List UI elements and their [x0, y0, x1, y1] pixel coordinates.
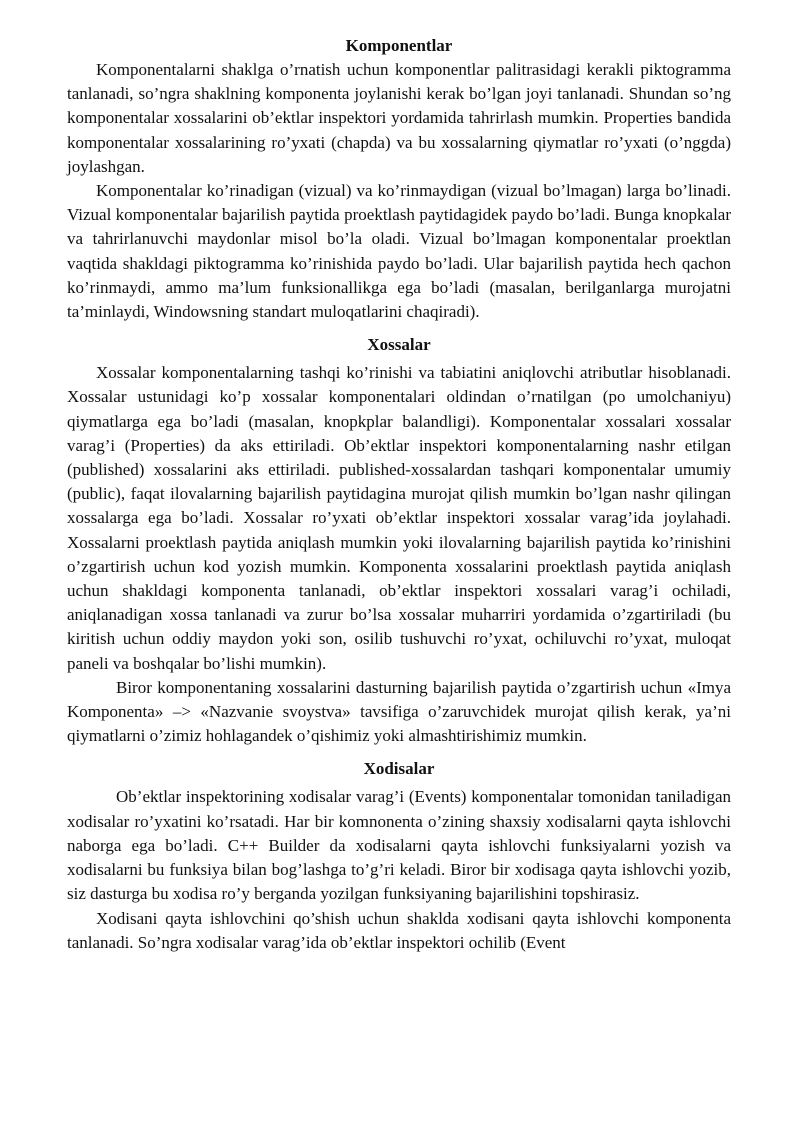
paragraph: Xossalar komponentalarning tashqi ko’rinishi va tabiatini aniqlovchi atributlar hisoblanadi. Xossalar ustunidagi ko’p xossalar komponentalari oldindan o’rnatilgan (po umolchaniyu) qiymatlarga ega bo’ladi (masalan, knopkplar balandligi). Komponentalar xossalari xossalar varag’i (Properties) da aks ettiriladi. Ob’ektlar inspektori komponentalarning nashr etilgan (published) xossalarini aks ettiriladi. published-xossalardan tashqari komponentalar umumiy (public), faqat ilovalarning bajarilish paytidagina murojat qilish mumkin bo’lgan nashr qilingan xossalarga ega bo’ladi. Xossalar ro’yxati ob’ektlar inspektori xossalar varag’ida joylahadi. Xossalarni proektlash paytida aniqlash mumkin yoki ilovalarning bajarilish paytida ko’rinishini o’zgartirish uchun kod yozish mumkin. Komponenta xossalarini proektlash paytida aniqlash uchun shakldagi komponenta tanlanadi, ob’ektlar inspektori xossalari varag’i ochiladi, aniqlanadigan xossa tanlanadi va zurur bo’lsa xossalar muharriri yordamida o’zgartiriladi (bu kiritish uchun oddiy maydon yoki son, osilib tushuvchi ro’yxat, ochiluvchi ro’yxat, muloqat paneli va boshqalar bo’lishi mumkin). — [67, 363, 731, 673]
section-heading-xossalar: Xossalar — [367, 335, 431, 355]
paragraph: Komponentalarni shaklga o’rnatish uchun komponentlar palitrasidagi kerakli piktogramma tanlanadi, so’ngra shaklning komponenta joylanishi kerak bo’lgan joyi tanlanadi. Shundan so’ng komponentalar xossalarini ob’ektlar inspektori yordamida tahrirlash mumkin. Properties bandida komponentalar xossalarining ro’yxati (chapda) va bu xossalarning qiymatlar ro’yxati (o’nggda) joylashgan. — [67, 60, 731, 176]
paragraph: Ob’ektlar inspektorining xodisalar varag’i (Events) komponentalar tomonidan taniladigan xodisalar ro’yxatini ko’rsatadi. Har bir komnonenta o’zining shaxsiy xodisalarni qayta ishlovchi naborga ega bo’ladi. C++ Builder da xodisalarni qayta ishlovchi funksiyalarni yozish va xodisalarni bu funksiya bilan bog’lashga to’g’ri keladi. Biror bir xodisaga qayta ishlovchi yozib, siz dasturga bu xodisa ro’y berganda yozilgan funksiyaning bajarilishini topshirasiz. — [67, 787, 731, 904]
paragraph: Biror komponentaning xossalarini dasturning bajarilish paytida o’zgartirish uchun «Imya Komponenta» –> «Nazvanie svoystva» tavsifiga o’zaruvchidek murojat qilish kerak, ya’ni qiymatlarni o’zimiz hohlagandek o’qishimiz yoki almashtirishimiz mumkin. — [67, 677, 731, 746]
section-heading-komponentlar: Komponentlar — [345, 36, 453, 55]
section-heading-xodisalar: Xodisalar — [363, 759, 435, 779]
paragraph: Xodisani qayta ishlovchini qo’shish uchun shaklda xodisani qayta ishlovchi komponenta tanlanadi. So’ngra xodisalar varag’ida ob’ektlar inspektori ochilib (Event — [67, 908, 731, 952]
paragraph: Komponentalar ko’rinadigan (vizual) va ko’rinmaydigan (vizual bo’lmagan) larga bo’linadi. Vizual komponentalar bajarilish paytida proektlash paytidagidek paydo bo’ladi. Bunga knopkalar va tahrirlanuvchi maydonlar misol bo’la oladi. Vizual bo’lmagan komponentalar proektlan vaqtida shakldagi piktogramma ko’rinishida paydo bo’ladi. Ular bajarilish paytida hech qachon ko’rinmaydi, ammo ma’lum funksionallikga ega bo’ladi (masalan, berilganlarga murojatni ta’minlaydi, Windowsning standart muloqatlarini chaqiradi). — [67, 181, 731, 322]
